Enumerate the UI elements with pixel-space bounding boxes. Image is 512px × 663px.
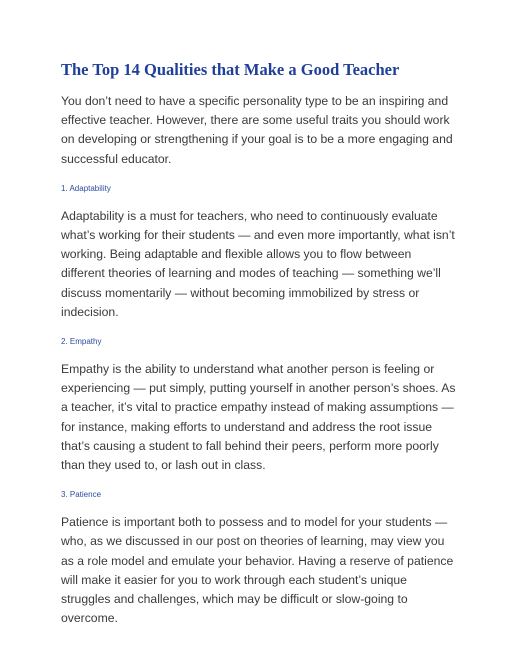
intro-paragraph: You don’t need to have a specific personality type to be an inspiring and effective teacher. However, there are some useful traits you should work on developing or strengthening if your goal is to be a more engaging and successful educator. <box>61 94 453 166</box>
section-body-patience: Patience is important both to possess and to model for your students — who, as we discussed in our post on theories of learning, may view you as a role model and emulate your behavior. Having a reserve of patience will make it easier for you to work through each student’s unique struggles and challenges, which may be difficult or slow-going to overcome. <box>61 515 454 626</box>
section-heading-empathy: 2. Empathy <box>61 337 102 347</box>
section-body-adaptability: Adaptability is a must for teachers, who need to continuously evaluate what’s working for their students — and even more importantly, what isn’t working. Being adaptable and flexible allows you to flow between different theories of learning and modes of teaching — something we’ll discuss momentarily — without becoming immobilized by stress or indecision. <box>61 208 455 319</box>
document-page <box>61 60 456 628</box>
section-heading-adaptability: 1. Adaptability <box>61 183 111 193</box>
section-heading-patience: 3. Patience <box>61 490 102 500</box>
section-body-empathy: Empathy is the ability to understand what another person is feeling or experiencing — put simply, putting yourself in another person’s shoes. As a teacher, it’s vital to practice empathy instead of making assumptions — for instance, making efforts to understand and address the root issue that’s causing a student to fall behind their peers, perform more poorly than they used to, or lash out in class. <box>61 362 456 473</box>
document-title: The Top 14 Qualities that Make a Good Teacher <box>61 60 400 79</box>
